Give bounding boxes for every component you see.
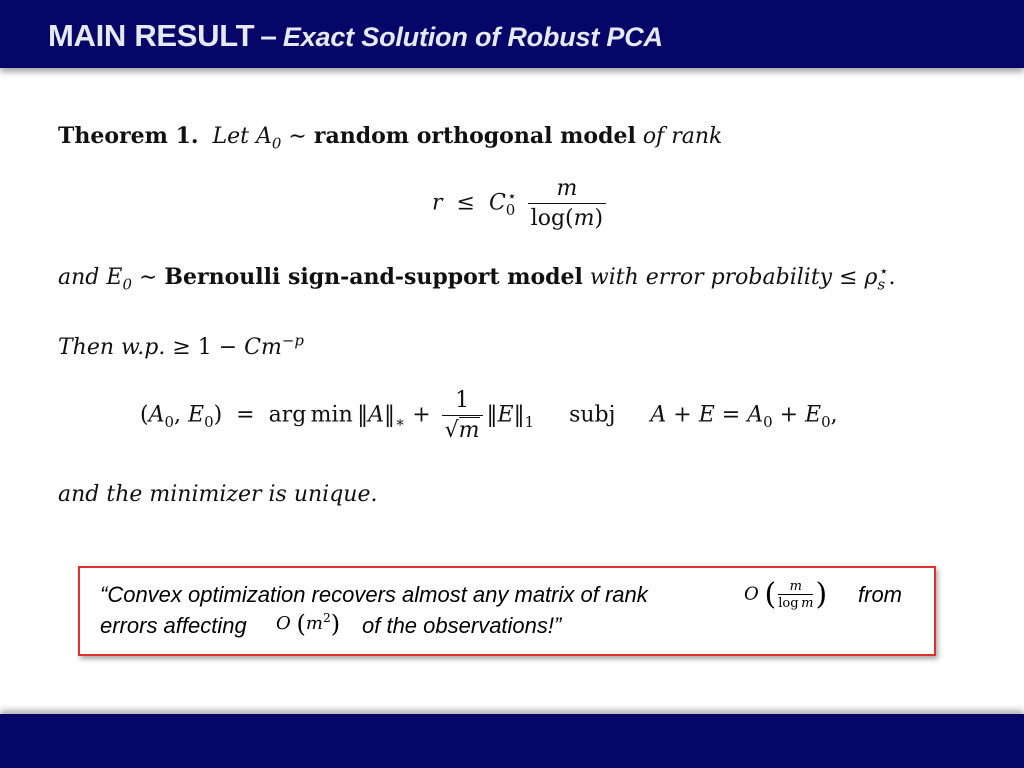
title-subtitle: Exact Solution of Robust PCA xyxy=(282,22,663,52)
title-main: MAIN RESULT xyxy=(48,18,255,53)
let-word: Let xyxy=(212,124,250,149)
footer-bar xyxy=(0,714,1024,768)
then-line: Then w.p. ≥ $1 - Cm^{-p}$ xyxy=(58,331,304,360)
optimization-equation: ($A_0$, $E_0$) = arg $\min ‖A‖_∗$ + $\frac{1}{√m}$ $‖E‖_1$ subj $A + E = A_0 + E_0$, xyxy=(140,388,838,443)
header-bar xyxy=(0,0,1024,68)
quote-line1-text: “Convex optimization recovers almost any matrix of rank xyxy=(100,582,648,607)
theorem-label: Theorem 1. xyxy=(58,123,199,149)
big-o-m-squared: O $(m^2)$ xyxy=(276,610,341,638)
slide-title xyxy=(48,18,663,54)
sim-symbol: ∼ xyxy=(288,124,307,149)
rank-bound-equation: $r \le C_0^⋆$ $\frac{m}{\log(m)}$ xyxy=(432,176,610,231)
error-probability-text: with error probability xyxy=(589,265,833,290)
subj-word: subj xyxy=(569,402,616,428)
title-dash: – xyxy=(260,20,277,53)
quote-box xyxy=(78,566,936,656)
big-o-m-over-log-m: O ( $\frac{m}{\text{log m}}$ ) xyxy=(744,577,828,612)
quote-line-2 xyxy=(100,613,247,639)
quote-line2-start: errors affecting xyxy=(100,613,247,638)
quote-line1-end: from xyxy=(858,582,902,607)
one-over-sqrt-m: $\frac{1}{√m}$ xyxy=(442,388,483,443)
quote-line-1 xyxy=(100,582,648,608)
theorem-line-1 xyxy=(58,123,723,153)
quote-line2-end: of the observations!” xyxy=(362,613,562,638)
of-rank: of rank xyxy=(642,124,723,149)
conclusion-line: and the minimizer is unique. xyxy=(58,482,378,507)
and-word: and xyxy=(58,265,100,290)
e0-model: Bernoulli sign-and-support model xyxy=(164,264,583,290)
a0-model: random orthogonal model xyxy=(313,123,636,149)
then-wp: Then w.p. xyxy=(58,335,166,360)
theorem-line-3: and $E_0$ ∼ Bernoulli sign-and-support model with error probability ≤ $\rho_s^⋆$. xyxy=(58,261,896,294)
a0-symbol: $A_0$ xyxy=(256,124,282,153)
e0-symbol: $E_0$ xyxy=(106,265,132,294)
m-over-log-m: $\frac{m}{\log(m)}$ xyxy=(528,176,606,231)
